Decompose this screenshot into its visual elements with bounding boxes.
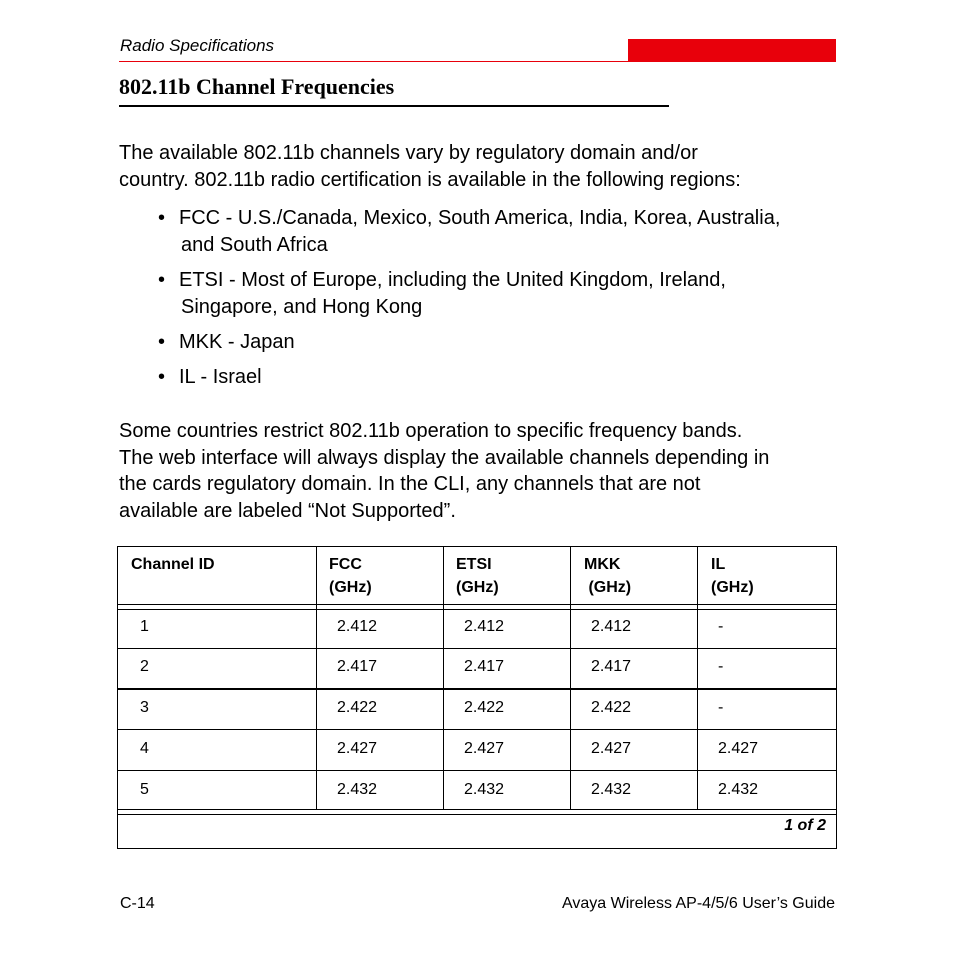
- column-header-channel-id: Channel ID: [131, 556, 215, 573]
- cell-channel-id: 1: [140, 618, 149, 635]
- page-title: 802.11b Channel Frequencies: [119, 74, 395, 99]
- title-underline: [119, 105, 669, 107]
- intro-paragraph: [119, 140, 839, 193]
- note-paragraph: [119, 418, 839, 524]
- channel-frequency-table: [117, 546, 837, 849]
- intro-line-1: The available 802.11b channels vary by regulatory domain and/or: [119, 142, 698, 164]
- cell-etsi: 2.432: [464, 781, 505, 798]
- header-rule-bottom: [118, 609, 836, 610]
- cell-fcc: 2.412: [337, 618, 378, 635]
- cell-etsi: 2.417: [464, 658, 505, 675]
- column-header-fcc: FCC (GHz): [329, 556, 372, 596]
- cell-channel-id: 3: [140, 699, 149, 716]
- bullet-icon: •: [158, 269, 166, 291]
- header-section-label: Radio Specifications: [120, 36, 275, 55]
- bullet-icon: •: [158, 331, 166, 353]
- bullet-icon: •: [158, 366, 166, 388]
- column-header-il: IL (GHz): [711, 556, 754, 596]
- footer-guide-title: Avaya Wireless AP-4/5/6 User’s Guide: [561, 895, 835, 912]
- table-page-indicator: 1 of 2: [784, 817, 826, 834]
- cell-etsi: 2.412: [464, 618, 505, 635]
- cell-mkk: 2.417: [591, 658, 632, 675]
- row-divider: [118, 770, 836, 771]
- list-item-text: FCC - U.S./Canada, Mexico, South America, India, Korea, Australia,: [179, 207, 781, 229]
- cell-channel-id: 5: [140, 781, 149, 798]
- cell-etsi: 2.422: [464, 699, 505, 716]
- cell-fcc: 2.422: [337, 699, 378, 716]
- cell-channel-id: 2: [140, 658, 149, 675]
- list-item: [158, 267, 838, 320]
- header-rule: [119, 61, 836, 62]
- cell-etsi: 2.427: [464, 740, 505, 757]
- list-item: [158, 329, 838, 356]
- cell-il: -: [718, 658, 724, 675]
- cell-mkk: 2.422: [591, 699, 632, 716]
- bullet-icon: •: [158, 207, 166, 229]
- cell-il: -: [718, 699, 724, 716]
- cell-il: 2.432: [718, 781, 759, 798]
- cell-mkk: 2.427: [591, 740, 632, 757]
- column-header-etsi: ETSI (GHz): [456, 556, 499, 596]
- cell-mkk: 2.412: [591, 618, 632, 635]
- list-item: [158, 364, 838, 391]
- table-end-rule-top: [118, 809, 836, 810]
- column-header-mkk: MKK (GHz): [584, 556, 632, 596]
- row-divider: [118, 648, 836, 649]
- header-rule-top: [118, 604, 836, 605]
- table-end-rule-bottom: [118, 814, 836, 815]
- footer-page-number: C-14: [120, 895, 155, 912]
- cell-il: -: [718, 618, 724, 635]
- list-item-text-cont: and South Africa: [181, 233, 328, 256]
- cell-fcc: 2.427: [337, 740, 378, 757]
- cell-channel-id: 4: [140, 740, 149, 757]
- list-item-text: MKK - Japan: [179, 331, 295, 353]
- row-divider: [118, 729, 836, 730]
- cell-fcc: 2.417: [337, 658, 378, 675]
- list-item-text: ETSI - Most of Europe, including the United Kingdom, Ireland,: [179, 269, 726, 291]
- list-item-text: IL - Israel: [179, 366, 262, 388]
- intro-line-2: country. 802.11b radio certification is available in the following regions:: [119, 168, 741, 191]
- header-red-bar: [628, 39, 836, 61]
- cell-mkk: 2.432: [591, 781, 632, 798]
- note-line-4: available are labeled “Not Supported”.: [119, 499, 456, 522]
- note-line-2: The web interface will always display the available channels depending in: [119, 446, 770, 469]
- cell-il: 2.427: [718, 740, 759, 757]
- note-line-1: Some countries restrict 802.11b operation to specific frequency bands.: [119, 420, 743, 442]
- row-divider: [118, 688, 836, 690]
- cell-fcc: 2.432: [337, 781, 378, 798]
- note-line-3: the cards regulatory domain. In the CLI, any channels that are not: [119, 473, 701, 495]
- list-item: [158, 205, 838, 258]
- list-item-text-cont: Singapore, and Hong Kong: [181, 295, 423, 318]
